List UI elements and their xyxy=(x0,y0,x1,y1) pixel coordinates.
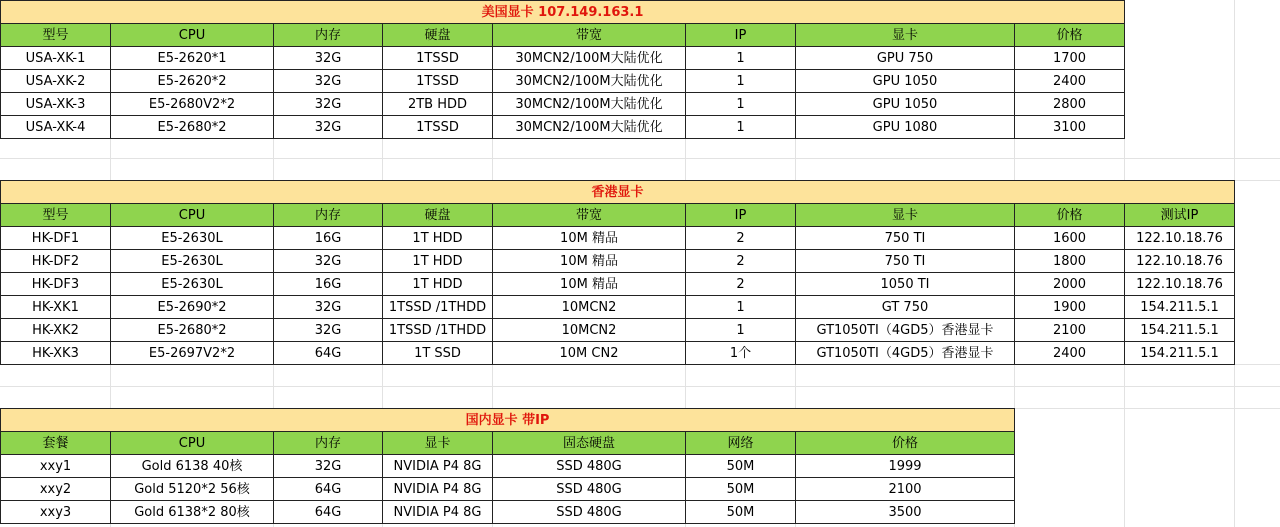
table-cell[interactable]: 50M xyxy=(686,478,796,501)
table-cell[interactable]: HK-XK2 xyxy=(1,319,111,342)
table-cell[interactable]: xxy1 xyxy=(1,455,111,478)
table-cell[interactable]: 32G xyxy=(274,250,383,273)
table-cell[interactable]: Gold 6138*2 80核 xyxy=(111,501,274,524)
table-cell[interactable]: 10M CN2 xyxy=(493,342,686,365)
table-cell[interactable]: SSD 480G xyxy=(493,478,686,501)
table-cell[interactable]: 1700 xyxy=(1015,47,1125,70)
table-cell[interactable]: USA-XK-4 xyxy=(1,116,111,139)
usa-header-row xyxy=(1,24,1125,47)
cn-gpu-table xyxy=(0,408,1015,524)
table-cell[interactable]: GPU 750 xyxy=(796,47,1015,70)
table-cell[interactable]: 16G xyxy=(274,227,383,250)
table-cell[interactable]: 750 TI xyxy=(796,250,1015,273)
header-cell[interactable]: IP xyxy=(686,24,796,47)
table-cell[interactable]: 1T HDD xyxy=(383,273,493,296)
table-cell[interactable]: NVIDIA P4 8G xyxy=(383,501,493,524)
table-cell[interactable]: E5-2680*2 xyxy=(111,319,274,342)
table-cell[interactable]: E5-2630L xyxy=(111,250,274,273)
table-cell[interactable]: 1TSSD /1THDD xyxy=(383,296,493,319)
table-cell[interactable]: 32G xyxy=(274,319,383,342)
table-cell[interactable]: GT 750 xyxy=(796,296,1015,319)
table-row xyxy=(1,227,1235,250)
hk-header-row xyxy=(1,204,1235,227)
header-cell[interactable]: IP xyxy=(686,204,796,227)
table-cell[interactable]: 2800 xyxy=(1015,93,1125,116)
header-cell[interactable]: 型号 xyxy=(1,204,111,227)
table-cell[interactable]: SSD 480G xyxy=(493,501,686,524)
table-cell[interactable]: 30MCN2/100M大陆优化 xyxy=(493,116,686,139)
table-row xyxy=(1,319,1235,342)
table-cell[interactable]: 1 xyxy=(686,296,796,319)
table-cell[interactable]: 50M xyxy=(686,455,796,478)
table-cell[interactable]: 30MCN2/100M大陆优化 xyxy=(493,70,686,93)
table-cell[interactable]: E5-2630L xyxy=(111,227,274,250)
table-cell[interactable]: 2400 xyxy=(1015,70,1125,93)
header-cell[interactable]: CPU xyxy=(111,24,274,47)
header-cell[interactable]: 网络 xyxy=(686,432,796,455)
table-cell[interactable]: 1T SSD xyxy=(383,342,493,365)
table-cell[interactable]: E5-2680*2 xyxy=(111,116,274,139)
header-cell[interactable]: CPU xyxy=(111,432,274,455)
table-cell[interactable]: HK-DF2 xyxy=(1,250,111,273)
table-cell[interactable]: USA-XK-2 xyxy=(1,70,111,93)
table-row xyxy=(1,342,1235,365)
table-row xyxy=(1,70,1125,93)
usa-table-title[interactable]: 美国显卡 107.149.163.1 xyxy=(1,1,1125,24)
table-cell[interactable]: GPU 1050 xyxy=(796,70,1015,93)
table-cell[interactable]: 10MCN2 xyxy=(493,319,686,342)
table-row xyxy=(1,478,1015,501)
table-cell[interactable]: 30MCN2/100M大陆优化 xyxy=(493,47,686,70)
table-cell[interactable]: 10M 精品 xyxy=(493,227,686,250)
table-cell[interactable]: E5-2690*2 xyxy=(111,296,274,319)
table-cell[interactable]: NVIDIA P4 8G xyxy=(383,455,493,478)
table-cell[interactable]: 1050 TI xyxy=(796,273,1015,296)
table-row xyxy=(1,47,1125,70)
table-cell[interactable]: xxy3 xyxy=(1,501,111,524)
table-cell[interactable]: 1600 xyxy=(1015,227,1125,250)
table-cell[interactable]: E5-2630L xyxy=(111,273,274,296)
table-cell[interactable]: 1900 xyxy=(1015,296,1125,319)
table-row xyxy=(1,116,1125,139)
table-row xyxy=(1,296,1235,319)
table-cell[interactable]: 2000 xyxy=(1015,273,1125,296)
table-cell[interactable]: HK-DF3 xyxy=(1,273,111,296)
table-cell[interactable]: 1TSSD xyxy=(383,70,493,93)
table-cell[interactable]: 32G xyxy=(274,296,383,319)
table-cell[interactable]: 2 xyxy=(686,273,796,296)
table-cell[interactable]: 1T HDD xyxy=(383,250,493,273)
table-cell[interactable]: 30MCN2/100M大陆优化 xyxy=(493,93,686,116)
cn-header-row xyxy=(1,432,1015,455)
table-cell[interactable]: USA-XK-3 xyxy=(1,93,111,116)
table-cell[interactable]: USA-XK-1 xyxy=(1,47,111,70)
header-cell[interactable]: CPU xyxy=(111,204,274,227)
table-cell[interactable]: 64G xyxy=(274,478,383,501)
header-cell[interactable]: 带宽 xyxy=(493,204,686,227)
table-cell[interactable]: 2400 xyxy=(1015,342,1125,365)
table-cell[interactable]: GPU 1050 xyxy=(796,93,1015,116)
header-cell[interactable]: 内存 xyxy=(274,204,383,227)
table-row xyxy=(1,455,1015,478)
table-cell[interactable]: 1TSSD xyxy=(383,47,493,70)
table-row xyxy=(1,93,1125,116)
table-cell[interactable]: 3500 xyxy=(796,501,1015,524)
header-cell[interactable]: 内存 xyxy=(274,24,383,47)
header-cell[interactable]: 内存 xyxy=(274,432,383,455)
table-cell[interactable]: 122.10.18.76 xyxy=(1125,227,1235,250)
table-cell[interactable]: GT1050TI（4GD5）香港显卡 xyxy=(796,342,1015,365)
table-cell[interactable]: SSD 480G xyxy=(493,455,686,478)
table-cell[interactable]: 154.211.5.1 xyxy=(1125,319,1235,342)
table-cell[interactable]: NVIDIA P4 8G xyxy=(383,478,493,501)
table-cell[interactable]: GPU 1080 xyxy=(796,116,1015,139)
table-cell[interactable]: 1 xyxy=(686,70,796,93)
table-cell[interactable]: 10M 精品 xyxy=(493,273,686,296)
table-cell[interactable]: Gold 6138 40核 xyxy=(111,455,274,478)
header-cell[interactable]: 价格 xyxy=(1015,24,1125,47)
table-cell[interactable]: 1 xyxy=(686,93,796,116)
table-cell[interactable]: 32G xyxy=(274,116,383,139)
table-cell[interactable]: HK-XK3 xyxy=(1,342,111,365)
table-cell[interactable]: 122.10.18.76 xyxy=(1125,250,1235,273)
table-cell[interactable]: 1TSSD /1THDD xyxy=(383,319,493,342)
header-cell[interactable]: 套餐 xyxy=(1,432,111,455)
table-cell[interactable]: 122.10.18.76 xyxy=(1125,273,1235,296)
usa-gpu-table xyxy=(0,0,1125,139)
table-cell[interactable]: 1 xyxy=(686,116,796,139)
table-cell[interactable]: 10M 精品 xyxy=(493,250,686,273)
table-cell[interactable]: 1TSSD xyxy=(383,116,493,139)
table-cell[interactable]: 154.211.5.1 xyxy=(1125,296,1235,319)
table-cell[interactable]: E5-2620*1 xyxy=(111,47,274,70)
header-cell[interactable]: 显卡 xyxy=(796,24,1015,47)
table-cell[interactable]: E5-2620*2 xyxy=(111,70,274,93)
header-cell[interactable]: 固态硬盘 xyxy=(493,432,686,455)
table-cell[interactable]: 50M xyxy=(686,501,796,524)
table-cell[interactable]: HK-DF1 xyxy=(1,227,111,250)
table-cell[interactable]: 1999 xyxy=(796,455,1015,478)
table-cell[interactable]: 3100 xyxy=(1015,116,1125,139)
header-cell[interactable]: 价格 xyxy=(796,432,1015,455)
hk-table-title[interactable]: 香港显卡 xyxy=(1,181,1235,204)
table-cell[interactable]: 32G xyxy=(274,70,383,93)
table-cell[interactable]: 10MCN2 xyxy=(493,296,686,319)
table-cell[interactable]: 1T HDD xyxy=(383,227,493,250)
table-cell[interactable]: Gold 5120*2 56核 xyxy=(111,478,274,501)
table-cell[interactable]: 32G xyxy=(274,455,383,478)
table-cell[interactable]: 64G xyxy=(274,501,383,524)
table-row xyxy=(1,501,1015,524)
table-cell[interactable]: 154.211.5.1 xyxy=(1125,342,1235,365)
table-cell[interactable]: 1 xyxy=(686,319,796,342)
cn-table-title[interactable]: 国内显卡 带IP xyxy=(1,409,1015,432)
header-cell[interactable]: 带宽 xyxy=(493,24,686,47)
table-cell[interactable]: E5-2680V2*2 xyxy=(111,93,274,116)
table-row xyxy=(1,250,1235,273)
table-cell[interactable]: HK-XK1 xyxy=(1,296,111,319)
header-cell[interactable]: 型号 xyxy=(1,24,111,47)
table-cell[interactable]: 1800 xyxy=(1015,250,1125,273)
header-cell[interactable]: 显卡 xyxy=(796,204,1015,227)
table-cell[interactable]: 64G xyxy=(274,342,383,365)
table-cell[interactable]: 1个 xyxy=(686,342,796,365)
table-cell[interactable]: 2 xyxy=(686,227,796,250)
table-cell[interactable]: GT1050TI（4GD5）香港显卡 xyxy=(796,319,1015,342)
table-cell[interactable]: 32G xyxy=(274,93,383,116)
header-cell[interactable]: 价格 xyxy=(1015,204,1125,227)
table-cell[interactable]: xxy2 xyxy=(1,478,111,501)
table-cell[interactable]: 2100 xyxy=(1015,319,1125,342)
table-cell[interactable]: 2100 xyxy=(796,478,1015,501)
header-cell[interactable]: 测试IP xyxy=(1125,204,1235,227)
table-cell[interactable]: 32G xyxy=(274,47,383,70)
header-cell[interactable]: 显卡 xyxy=(383,432,493,455)
table-cell[interactable]: 2TB HDD xyxy=(383,93,493,116)
header-cell[interactable]: 硬盘 xyxy=(383,24,493,47)
table-cell[interactable]: 1 xyxy=(686,47,796,70)
table-row xyxy=(1,273,1235,296)
header-cell[interactable]: 硬盘 xyxy=(383,204,493,227)
hk-gpu-table xyxy=(0,180,1235,365)
table-cell[interactable]: 16G xyxy=(274,273,383,296)
table-cell[interactable]: 750 TI xyxy=(796,227,1015,250)
table-cell[interactable]: 2 xyxy=(686,250,796,273)
table-cell[interactable]: E5-2697V2*2 xyxy=(111,342,274,365)
